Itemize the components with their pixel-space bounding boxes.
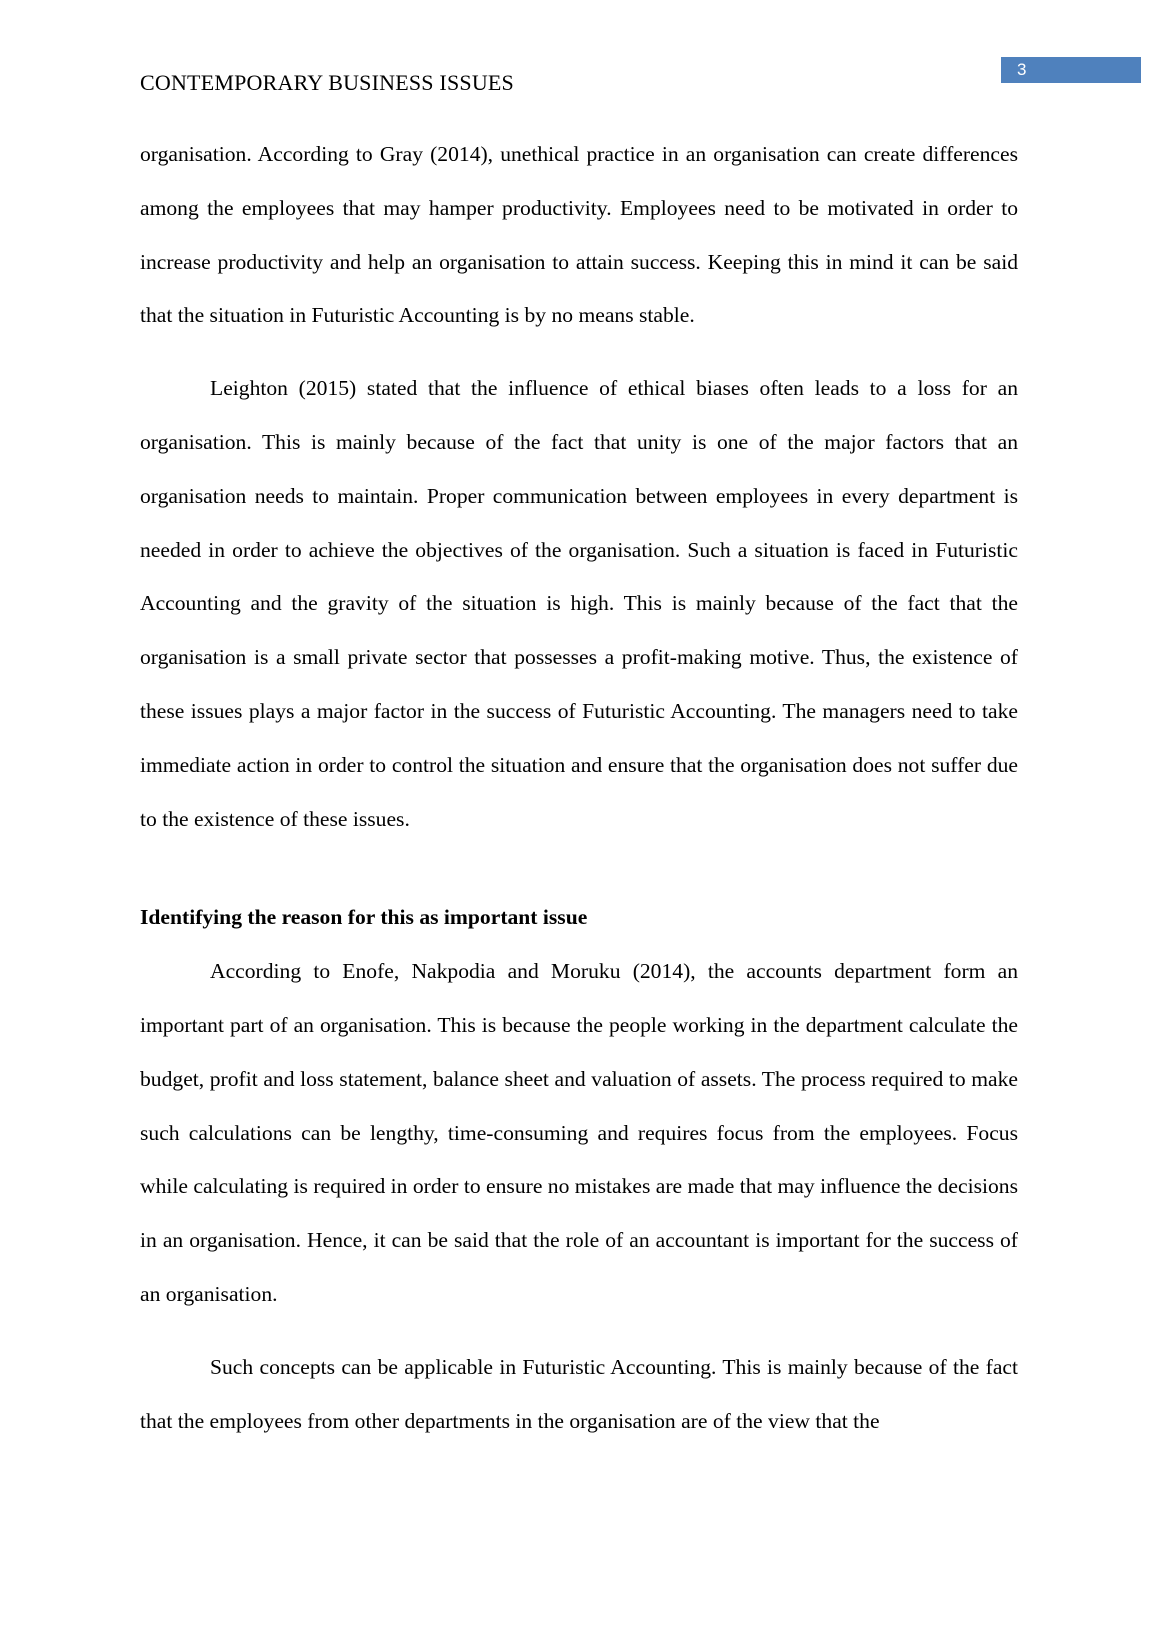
paragraph: Leighton (2015) stated that the influence of ethical biases often leads to a loss for an organisation. This is mainly because of the fact that unity is one of the major factors that an organisation needs to maintain. Proper communication between employees in every department is needed in order to achieve the objectives of the organisation. Such a situation is faced in Futuristic Accounting and the gravity of the situation is high. This is mainly because of the fact that the organisation is a small private sector that possesses a profit-making motive. Thus, the existence of these issues plays a major factor in the success of Futuristic Accounting. The managers need to take immediate action in order to control the situation and ensure that the organisation does not suffer due to the existence of these issues.	[140, 376, 1018, 831]
paragraph: Such concepts can be applicable in Futuristic Accounting. This is mainly because of the fact that the employees from other departments in the organisation are of the view that the	[140, 1354, 1018, 1433]
document-body	[140, 128, 1018, 1448]
section-heading: Identifying the reason for this as important issue	[140, 905, 588, 930]
paragraph: According to Enofe, Nakpodia and Moruku (2014), the accounts department form an important part of an organisation. This is because the people working in the department calculate the budget, profit and loss statement, balance sheet and valuation of assets. The process required to make such calculations can be lengthy, time-consuming and requires focus from the employees. Focus while calculating is required in order to ensure no mistakes are made that may influence the decisions in an organisation. Hence, it can be said that the role of an accountant is important for the success of an organisation.	[140, 959, 1018, 1306]
page-number: 3	[1001, 57, 1141, 83]
running-header: CONTEMPORARY BUSINESS ISSUES	[140, 70, 514, 95]
paragraph: organisation. According to Gray (2014), unethical practice in an organisation can create differences among the employees that may hamper productivity. Employees need to be motivated in order to increase productivity and help an organisation to attain success. Keeping this in mind it can be said that the situation in Futuristic Accounting is by no means stable.	[140, 142, 1018, 328]
